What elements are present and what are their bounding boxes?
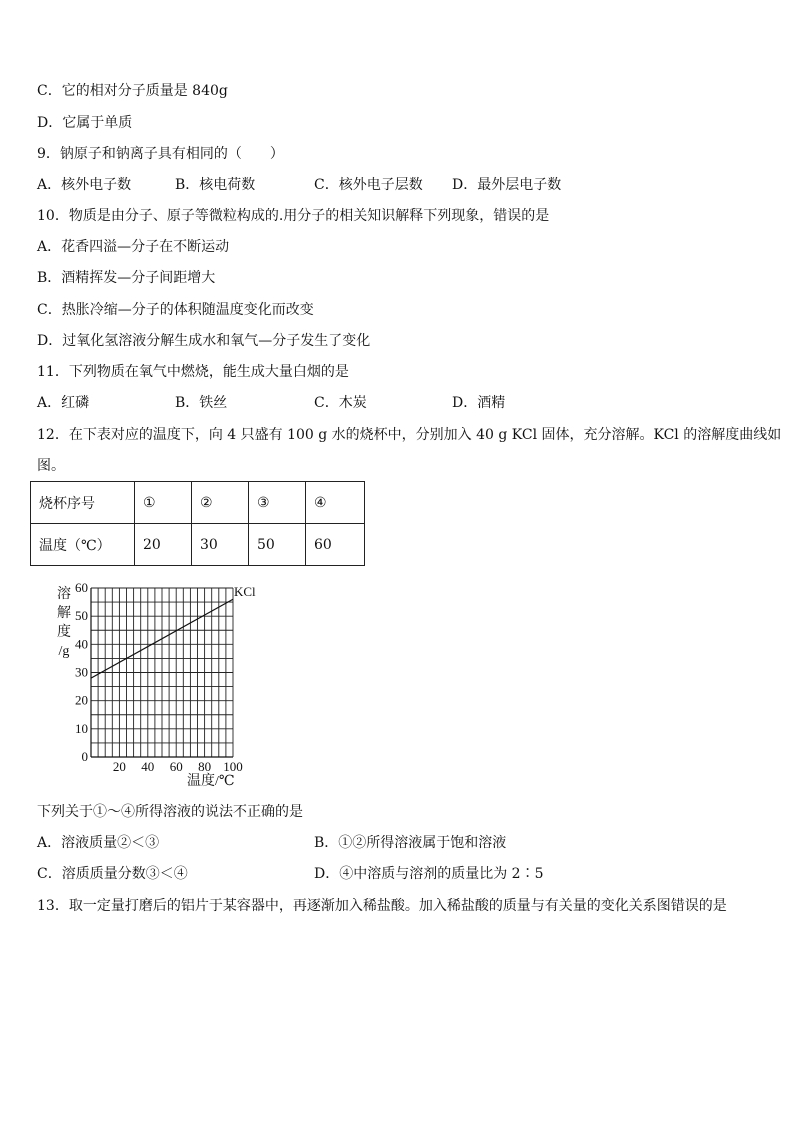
table-cell: 60 (306, 524, 365, 566)
y-tick-labels (75, 580, 88, 764)
table-cell: 烧杯序号 (31, 482, 135, 524)
y-axis-label (57, 585, 71, 659)
table-cell: 50 (249, 524, 306, 566)
x-tick-label: 80 (198, 759, 212, 774)
table-row (31, 524, 365, 566)
q12-question: 下列关于①～④所得溶液的说法不正确的是 (37, 804, 303, 820)
q11-stem: 11．下列物质在氧气中燃烧，能生成大量白烟的是 (37, 364, 349, 380)
q9-option-d: D．最外层电子数 (452, 177, 562, 193)
table-cell: 20 (135, 524, 192, 566)
table-cell: ② (192, 482, 249, 524)
beaker-temperature-table (30, 481, 365, 566)
table-row (31, 482, 365, 524)
q10-stem: 10．物质是由分子、原子等微粒构成的.用分子的相关知识解释下列现象，错误的是 (37, 208, 550, 224)
y-tick-label: 50 (75, 608, 88, 624)
q11-option-c: C．木炭 (314, 395, 367, 411)
q10-option-d: D．过氧化氢溶液分解生成水和氧气—分子发生了变化 (37, 333, 371, 349)
y-axis-label-part: 解 (57, 606, 71, 621)
q12-option-a: A．溶液质量②＜③ (37, 835, 160, 851)
x-tick-label: 100 (223, 759, 243, 774)
q10-option-b: B．酒精挥发—分子间距增大 (37, 270, 216, 286)
q12-option-c: C．溶质质量分数③＜④ (37, 866, 188, 882)
q10-option-a: A．花香四溢—分子在不断运动 (37, 239, 230, 255)
q11-option-a: A．红磷 (37, 395, 90, 411)
q12-stem-line1: 12．在下表对应的温度下，向 4 只盛有 100 g 水的烧杯中，分别加入 40 g KCl 固体，充分溶解。KCl 的溶解度曲线如 (37, 427, 782, 443)
y-axis-label-part: /g (58, 644, 70, 659)
y-tick-label: 30 (75, 664, 88, 680)
y-tick-label: 0 (81, 749, 88, 764)
q11-option-b: B．铁丝 (175, 395, 228, 411)
q11-option-d: D．酒精 (452, 395, 506, 411)
y-tick-label: 40 (75, 636, 88, 652)
q8-option-d: D．它属于单质 (37, 115, 133, 131)
q9-option-c: C．核外电子层数 (314, 177, 423, 193)
q12-stem-line2: 图。 (37, 458, 65, 474)
y-tick-label: 10 (75, 720, 88, 736)
table-cell: 30 (192, 524, 249, 566)
x-tick-label: 20 (112, 759, 126, 774)
kcl-solubility-chart (50, 580, 290, 790)
y-tick-label: 60 (75, 580, 88, 595)
chart-grid (91, 588, 233, 757)
chart-series (91, 584, 256, 678)
x-tick-label: 40 (141, 759, 155, 774)
x-axis-label: 温度/℃ (187, 774, 235, 789)
x-tick-label: 60 (169, 759, 183, 774)
table-cell: ③ (249, 482, 306, 524)
table-cell: 温度（℃） (31, 524, 135, 566)
table-cell: ④ (306, 482, 365, 524)
q8-option-c: C．它的相对分子质量是 840g (37, 83, 228, 99)
q12-option-d: D．④中溶质与溶剂的质量比为 2∶5 (314, 866, 544, 882)
y-axis-label-part: 度 (57, 625, 71, 640)
y-tick-label: 20 (75, 692, 88, 708)
q9-option-b: B．核电荷数 (175, 177, 256, 193)
q9-stem: 9．钠原子和钠离子具有相同的（ ） (37, 146, 284, 162)
q10-option-c: C．热胀冷缩—分子的体积随温度变化而改变 (37, 302, 314, 318)
table-cell: ① (135, 482, 192, 524)
x-tick-labels (113, 759, 243, 774)
q9-option-a: A．核外电子数 (37, 177, 132, 193)
series-label-kcl: KCl (234, 584, 256, 599)
y-axis-label-part: 溶 (57, 587, 71, 602)
q12-option-b: B．①②所得溶液属于饱和溶液 (314, 835, 507, 851)
q13-stem: 13．取一定量打磨后的铝片于某容器中，再逐渐加入稀盐酸。加入稀盐酸的质量与有关量的变化关系图错误的是 (37, 898, 727, 914)
